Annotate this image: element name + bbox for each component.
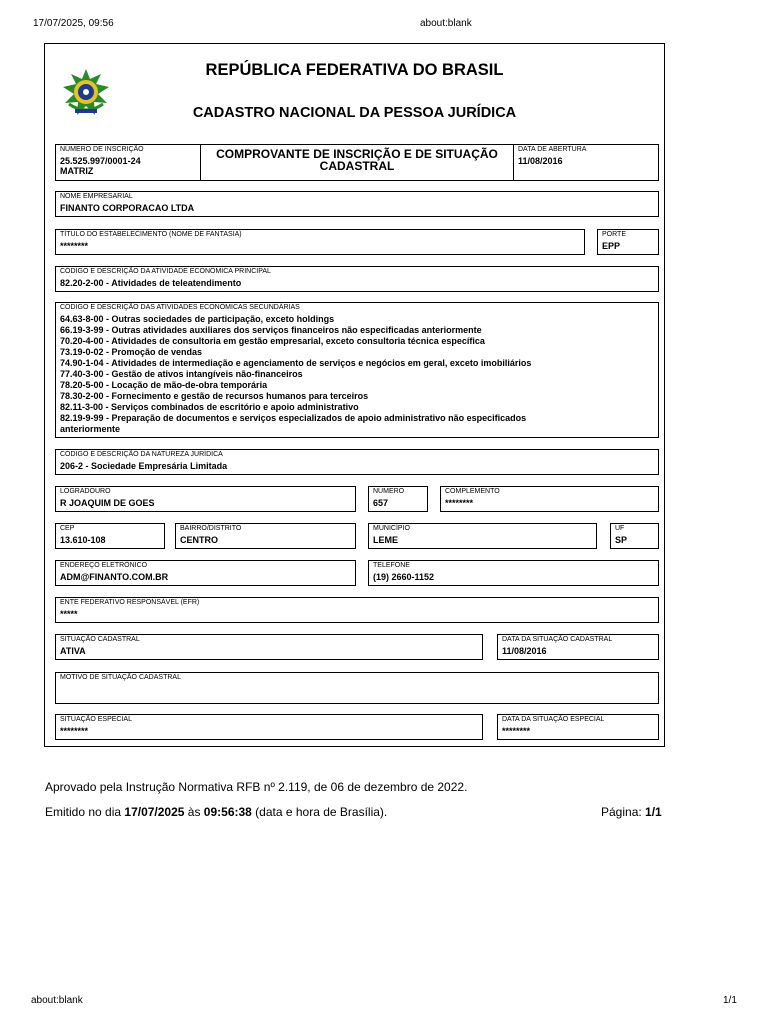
porte-label: PORTE xyxy=(602,231,626,238)
telefone-label: TELEFONE xyxy=(373,562,410,569)
complemento-value: ******** xyxy=(445,498,474,508)
nome-label: NOME EMPRESARIAL xyxy=(60,193,133,200)
pagina-label: Página: xyxy=(601,805,646,819)
efr-value: ***** xyxy=(60,609,78,619)
nome-empresarial-box xyxy=(55,191,659,217)
abertura-label: DATA DE ABERTURA xyxy=(518,146,587,153)
list-item: 82.11-3-00 - Serviços combinados de escritório e apoio administrativo xyxy=(60,402,359,412)
bairro-value: CENTRO xyxy=(180,535,218,545)
inscricao-tipo: MATRIZ xyxy=(60,166,94,176)
list-item: 82.19-9-99 - Preparação de documentos e serviços especializados de apoio administrativo não especificados xyxy=(60,413,527,423)
email-box xyxy=(55,560,356,586)
situacao-especial-label: SITUAÇÃO ESPECIAL xyxy=(60,716,132,723)
logradouro-value: R JOAQUIM DE GOES xyxy=(60,498,155,508)
emitido-text xyxy=(45,805,387,819)
natureza-box xyxy=(55,449,659,475)
situacao-especial-value: ******** xyxy=(60,726,89,736)
comprovante-title xyxy=(200,145,514,180)
abertura-value: 11/08/2016 xyxy=(518,156,563,166)
fantasia-label: TÍTULO DO ESTABELECIMENTO (NOME DE FANTASIA) xyxy=(60,231,242,238)
porte-value: EPP xyxy=(602,241,621,251)
uf-box xyxy=(610,523,659,549)
aprovado-text: Aprovado pela Instrução Normativa RFB nº 2.119, de 06 de dezembro de 2022. xyxy=(45,780,468,794)
print-datetime: 17/07/2025, 09:56 xyxy=(33,18,114,29)
data-situacao-box xyxy=(497,634,659,660)
uf-value: SP xyxy=(615,535,628,545)
cep-label: CEP xyxy=(60,525,75,532)
list-item: anteriormente xyxy=(60,424,121,434)
complemento-label: COMPLEMENTO xyxy=(445,488,500,495)
bairro-box xyxy=(175,523,356,549)
telefone-box xyxy=(368,560,659,586)
cep-value: 13.610-108 xyxy=(60,535,106,545)
print-footer-url: about:blank xyxy=(31,995,83,1006)
porte-box xyxy=(597,229,659,255)
inscricao-label: NÚMERO DE INSCRIÇÃO xyxy=(60,146,144,153)
emitido-date: 17/07/2025 xyxy=(124,805,185,819)
data-situacao-especial-value: ******** xyxy=(502,726,531,736)
municipio-value: LEME xyxy=(373,535,399,545)
bairro-label: BAIRRO/DISTRITO xyxy=(180,525,242,532)
emitido-suffix: (data e hora de Brasília). xyxy=(251,805,388,819)
data-situacao-especial-label: DATA DA SITUAÇÃO ESPECIAL xyxy=(502,716,605,723)
cep-box xyxy=(55,523,165,549)
municipio-label: MUNICÍPIO xyxy=(373,525,410,532)
atividades-secundarias-label: CÓDIGO E DESCRIÇÃO DAS ATIVIDADES ECONÔMICAS SECUNDÁRIAS xyxy=(60,304,300,311)
list-item: 73.19-0-02 - Promoção de vendas xyxy=(60,347,203,357)
comprovante-line2: CADASTRAL xyxy=(319,159,395,173)
list-item: 78.20-5-00 - Locação de mão-de-obra temporária xyxy=(60,380,268,390)
list-item: 66.19-3-99 - Outras atividades auxiliares dos serviços financeiros não especificadas anteriormente xyxy=(60,325,482,335)
fantasia-value: ******** xyxy=(60,241,89,251)
atividade-principal-box xyxy=(55,266,659,292)
print-url: about:blank xyxy=(420,18,472,29)
email-label: ENDEREÇO ELETRÔNICO xyxy=(60,562,148,569)
data-situacao-especial-box xyxy=(497,714,659,740)
inscricao-row xyxy=(55,144,659,181)
list-item: 78.30-2-00 - Fornecimento e gestão de recursos humanos para terceiros xyxy=(60,391,369,401)
numero-label: NÚMERO xyxy=(373,488,405,495)
print-page-count: 1/1 xyxy=(723,995,737,1006)
atividade-principal-label: CÓDIGO E DESCRIÇÃO DA ATIVIDADE ECONÔMICA PRINCIPAL xyxy=(60,268,271,275)
situacao-box xyxy=(55,634,483,660)
natureza-label: CÓDIGO E DESCRIÇÃO DA NATUREZA JURÍDICA xyxy=(60,451,223,458)
nome-value: FINANTO CORPORACAO LTDA xyxy=(60,203,195,213)
document-subtitle: CADASTRO NACIONAL DA PESSOA JURÍDICA xyxy=(192,105,517,121)
situacao-label: SITUAÇÃO CADASTRAL xyxy=(60,636,140,643)
efr-label: ENTE FEDERATIVO RESPONSÁVEL (EFR) xyxy=(60,599,200,606)
email-value: ADM@FINANTO.COM.BR xyxy=(60,572,169,582)
atividade-principal-value: 82.20-2-00 - Atividades de teleatendimento xyxy=(60,278,242,288)
efr-box xyxy=(55,597,659,623)
numero-box xyxy=(368,486,428,512)
motivo-box xyxy=(55,672,659,704)
document-title: REPÚBLICA FEDERATIVA DO BRASIL xyxy=(205,61,504,79)
emitido-time: 09:56:38 xyxy=(203,805,252,819)
fantasia-box xyxy=(55,229,585,255)
natureza-value: 206-2 - Sociedade Empresária Limitada xyxy=(60,461,228,471)
atividades-secundarias-box xyxy=(55,302,659,438)
complemento-box xyxy=(440,486,659,512)
comprovante-line1: COMPROVANTE DE INSCRIÇÃO E DE SITUAÇÃO xyxy=(216,147,498,161)
cnpj-document xyxy=(44,43,665,747)
situacao-especial-box xyxy=(55,714,483,740)
atividades-secundarias-list xyxy=(60,314,531,435)
emitido-mid: às xyxy=(184,805,204,819)
list-item: 70.20-4-00 - Atividades de consultoria em gestão empresarial, exceto consultoria técnica específica xyxy=(60,336,485,346)
pagina-value: 1/1 xyxy=(645,805,662,819)
inscricao-value: 25.525.997/0001-24 xyxy=(60,156,141,166)
telefone-value: (19) 2660-1152 xyxy=(373,572,435,582)
list-item: 77.40-3-00 - Gestão de ativos intangíveis não-financeiros xyxy=(60,369,303,379)
list-item: 74.90-1-04 - Atividades de intermediação e agenciamento de serviços e negócios em geral, exceto imobiliários xyxy=(60,358,532,368)
logradouro-label: LOGRADOURO xyxy=(60,488,111,495)
motivo-label: MOTIVO DE SITUAÇÃO CADASTRAL xyxy=(60,674,181,681)
list-item: 64.63-8-00 - Outras sociedades de participação, exceto holdings xyxy=(60,314,335,324)
situacao-value: ATIVA xyxy=(60,646,86,656)
emitido-prefix: Emitido no dia xyxy=(45,805,125,819)
pagina-text xyxy=(601,805,662,819)
logradouro-box xyxy=(55,486,356,512)
municipio-box xyxy=(368,523,597,549)
uf-label: UF xyxy=(615,525,625,532)
data-situacao-label: DATA DA SITUAÇÃO CADASTRAL xyxy=(502,636,613,643)
data-situacao-value: 11/08/2016 xyxy=(502,646,547,656)
numero-value: 657 xyxy=(373,498,389,508)
